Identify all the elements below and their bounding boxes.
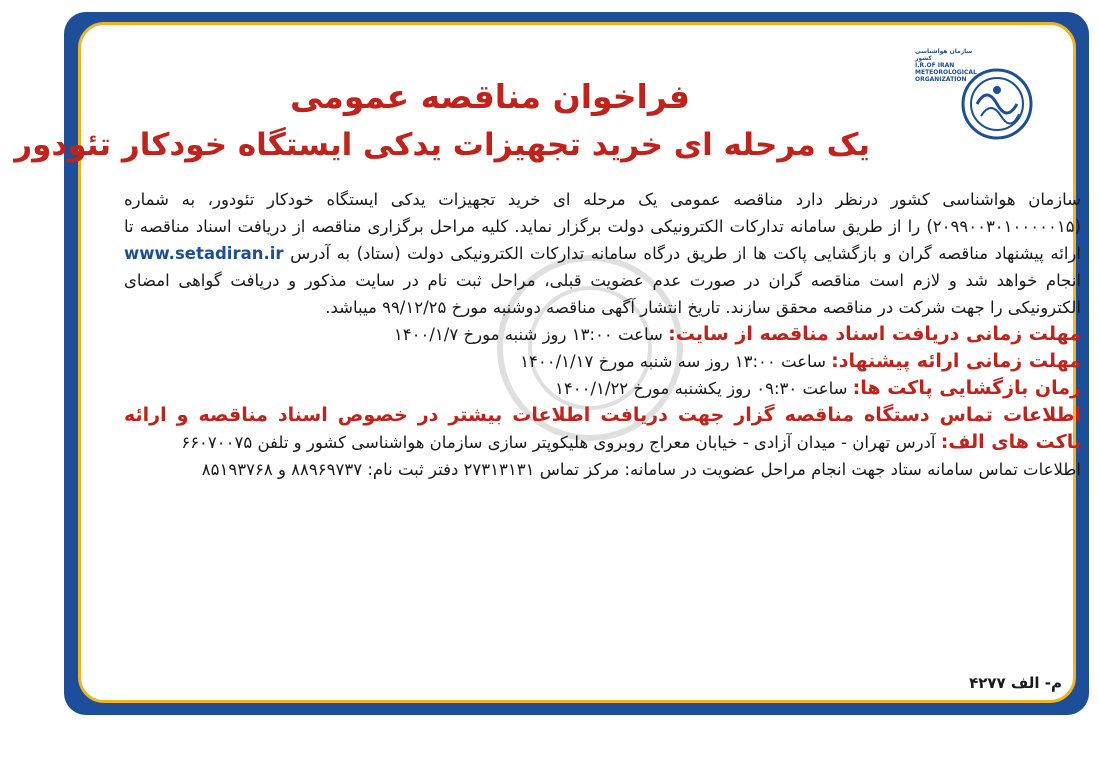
setad-url-link[interactable]: www.setadiran.ir <box>124 244 284 263</box>
deadline-label: مهلت زمانی دریافت اسناد مناقصه از سایت: <box>668 323 1081 345</box>
intro-text: سازمان هواشناسی کشور درنظر دارد مناقصه عمومی یک مرحله ای خرید تجهیزات یدکی ایستگاه خودکار تئودور، به شماره (۲۰۹۹۰۰۳۰۱۰۰۰۰۰۱۵) را از طریق سامانه تدارکات الکترونیکی دولت برگزار نماید. کلیه مراحل برگزاری مناقصه از دریافت اسناد مناقصه تا ارائه پیشنهاد مناقصه گران و بازگشایی پاکت ها از طریق درگاه سامانه تدارکات الکترونیکی دولت (ستاد) به آدرس <box>124 190 1081 263</box>
ribbon-label: نوبت دوم <box>150 29 242 111</box>
deadline-row <box>124 348 1081 375</box>
contact-heading: اطلاعات تماس دستگاه مناقصه گزار جهت دریافت اطلاعات بیشتر در خصوص اسناد مناقصه و ارائه پاکت های الف: <box>124 404 1081 453</box>
logo-line: سازمان هواشناسی کشور <box>915 48 973 62</box>
logo-caption <box>915 48 981 83</box>
contact-paragraph <box>124 402 1081 456</box>
deadline-row <box>124 375 1081 402</box>
deadline-label: زمان بازگشایی پاکت ها: <box>852 377 1081 399</box>
setad-contact-paragraph: اطلاعات تماس سامانه ستاد جهت انجام مراحل عضویت در سامانه: مرکز تماس ۲۷۳۱۳۱۳۱ دفتر ثبت نام: ۸۸۹۶۹۷۳۷ و ۸۵۱۹۳۷۶۸ <box>201 460 1081 479</box>
deadline-value: ساعت ۱۳:۰۰ روز شنبه مورخ ۱۴۰۰/۱/۷ <box>393 325 669 344</box>
intro-text-continued: انجام خواهد شد و لازم است مناقصه گران در صورت عدم عضویت قبلی، مراحل ثبت نام در سایت مذکور و دریافت گواهی امضای الکترونیکی را جهت شرکت در مناقصه محقق سازند. تاریخ انتشار آگهی مناقصه دوشنبه مورخ ۹۹/۱۲/۲۵ میباشد. <box>124 271 1081 317</box>
ad-code: م- الف ۴۲۷۷ <box>969 674 1062 692</box>
deadline-value: ساعت ۰۹:۳۰ روز یکشنبه مورخ ۱۴۰۰/۱/۲۲ <box>555 379 853 398</box>
logo-line: METEOROLOGICAL <box>915 69 977 76</box>
tender-subtitle: یک مرحله ای خرید تجهیزات یدکی ایستگاه خودکار تئودور <box>14 127 870 163</box>
logo-line: ORGANIZATION <box>915 76 967 83</box>
tender-title: فراخوان مناقصه عمومی <box>290 77 690 116</box>
tender-body <box>124 186 1081 483</box>
deadline-row <box>124 321 1081 348</box>
deadline-label: مهلت زمانی ارائه پیشنهاد: <box>831 350 1081 372</box>
deadline-value: ساعت ۱۳:۰۰ روز سه شنبه مورخ ۱۴۰۰/۱/۱۷ <box>520 352 832 371</box>
intro-paragraph <box>124 186 1081 321</box>
contact-address: آدرس تهران - میدان آزادی - خیابان معراج روبروی هلیکوپتر سازی سازمان هواشناسی کشور و تلفن ۶۶۰۷۰۰۷۵ <box>181 433 941 452</box>
logo-line: I.R.OF IRAN <box>915 62 955 69</box>
